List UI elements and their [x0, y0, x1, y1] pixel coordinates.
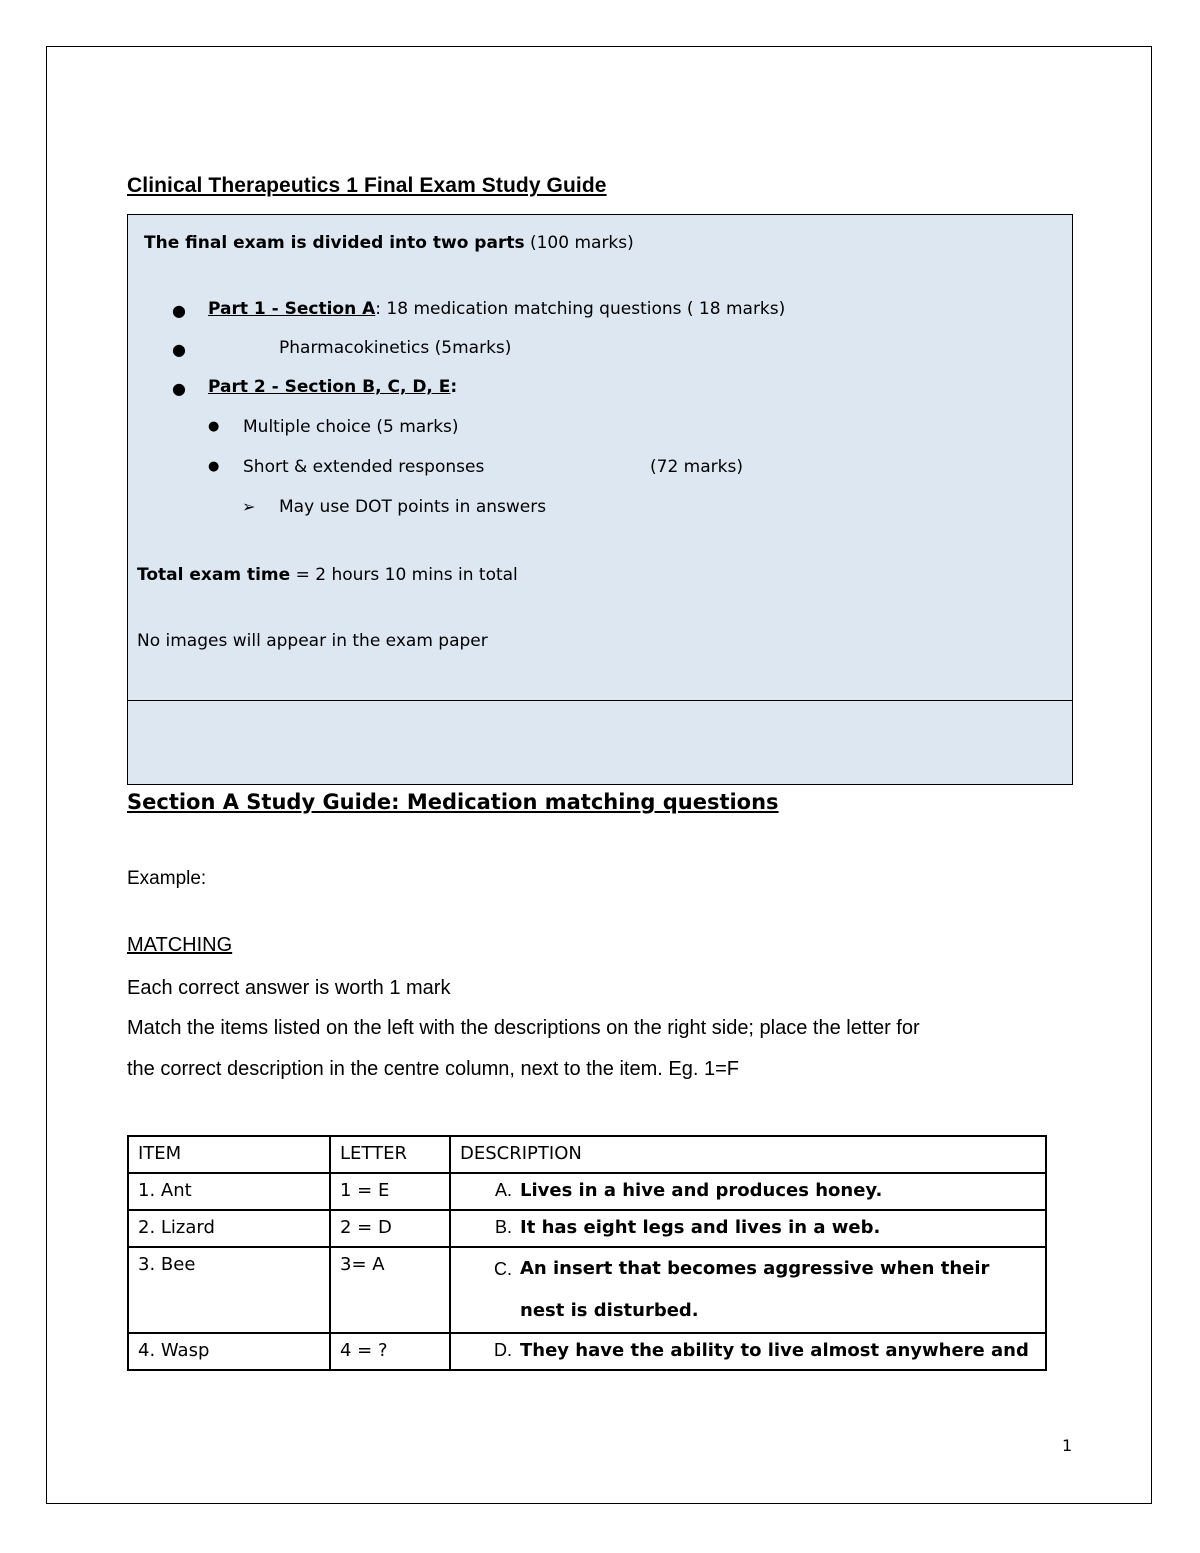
part1-line — [208, 299, 785, 319]
intro-line — [144, 233, 634, 253]
table-row — [128, 1333, 1046, 1370]
intro-rest: (100 marks) — [524, 233, 634, 253]
cell-item: 1. Ant — [128, 1173, 330, 1210]
desc-letter: B. — [494, 1217, 512, 1237]
matching-table — [127, 1135, 1047, 1371]
bullet-icon: ● — [172, 301, 186, 320]
part2-label: Part 2 - Section B, C, D, E — [208, 377, 451, 397]
desc-text: It has eight legs and lives in a web. — [520, 1217, 881, 1238]
multiple-choice-line: Multiple choice (5 marks) — [243, 417, 459, 437]
table-row — [128, 1210, 1046, 1247]
section-a-title: Section A Study Guide: Medication matching questions — [127, 790, 779, 814]
instruction-line-1: Match the items listed on the left with the descriptions on the right side; place the letter for — [127, 1017, 920, 1039]
desc-letter: C. — [494, 1259, 512, 1279]
bullet-icon: ● — [172, 379, 186, 398]
short-extended-line: Short & extended responses — [243, 457, 485, 477]
worth-text: Each correct answer is worth 1 mark — [127, 977, 451, 999]
cell-description — [450, 1247, 1046, 1333]
cell-description — [450, 1210, 1046, 1247]
total-time-value: = 2 hours 10 mins in total — [290, 565, 518, 585]
example-label: Example: — [127, 868, 207, 889]
cell-letter: 4 = ? — [330, 1333, 450, 1370]
info-box-divider — [128, 700, 1072, 701]
total-time-label: Total exam time — [137, 565, 291, 585]
cell-item: 2. Lizard — [128, 1210, 330, 1247]
intro-bold: The final exam is divided into two parts — [144, 233, 525, 253]
cell-description — [450, 1173, 1046, 1210]
header-item: ITEM — [128, 1136, 330, 1173]
arrow-bullet-icon: ➢ — [242, 497, 256, 516]
desc-text: Lives in a hive and produces honey. — [520, 1180, 883, 1201]
desc-letter: A. — [494, 1180, 512, 1200]
short-extended-marks: (72 marks) — [650, 457, 743, 477]
page-number: 1 — [1062, 1436, 1073, 1455]
bullet-icon: ● — [208, 419, 220, 434]
matching-heading: MATCHING — [127, 934, 233, 956]
total-time-line — [137, 565, 518, 585]
cell-letter: 2 = D — [330, 1210, 450, 1247]
document-title: Clinical Therapeutics 1 Final Exam Study Guide — [127, 174, 607, 197]
part2-line — [208, 377, 457, 397]
no-images-line: No images will appear in the exam paper — [137, 631, 488, 651]
part1-rest: : 18 medication matching questions ( 18 marks) — [375, 299, 786, 319]
instruction-line-2: the correct description in the centre column, next to the item. Eg. 1=F — [127, 1058, 739, 1080]
pharmacokinetics-line: Pharmacokinetics (5marks) — [279, 338, 512, 358]
desc-letter: D. — [494, 1340, 512, 1360]
cell-item: 3. Bee — [128, 1247, 330, 1333]
cell-description — [450, 1333, 1046, 1370]
table-row — [128, 1173, 1046, 1210]
part1-label: Part 1 - Section A — [208, 299, 376, 319]
cell-letter: 1 = E — [330, 1173, 450, 1210]
bullet-icon: ● — [172, 340, 186, 359]
header-letter: LETTER — [330, 1136, 450, 1173]
bullet-icon: ● — [208, 459, 220, 474]
cell-letter: 3= A — [330, 1247, 450, 1333]
exam-info-box — [127, 214, 1073, 785]
table-row — [128, 1247, 1046, 1333]
desc-text: An insert that becomes aggressive when their nest is disturbed. — [520, 1258, 990, 1321]
table-header-row — [128, 1136, 1046, 1173]
cell-item: 4. Wasp — [128, 1333, 330, 1370]
part2-colon: : — [450, 377, 458, 397]
desc-text: They have the ability to live almost anywhere and — [520, 1340, 1029, 1361]
header-description: DESCRIPTION — [450, 1136, 1046, 1173]
dot-points-line: May use DOT points in answers — [279, 497, 547, 517]
